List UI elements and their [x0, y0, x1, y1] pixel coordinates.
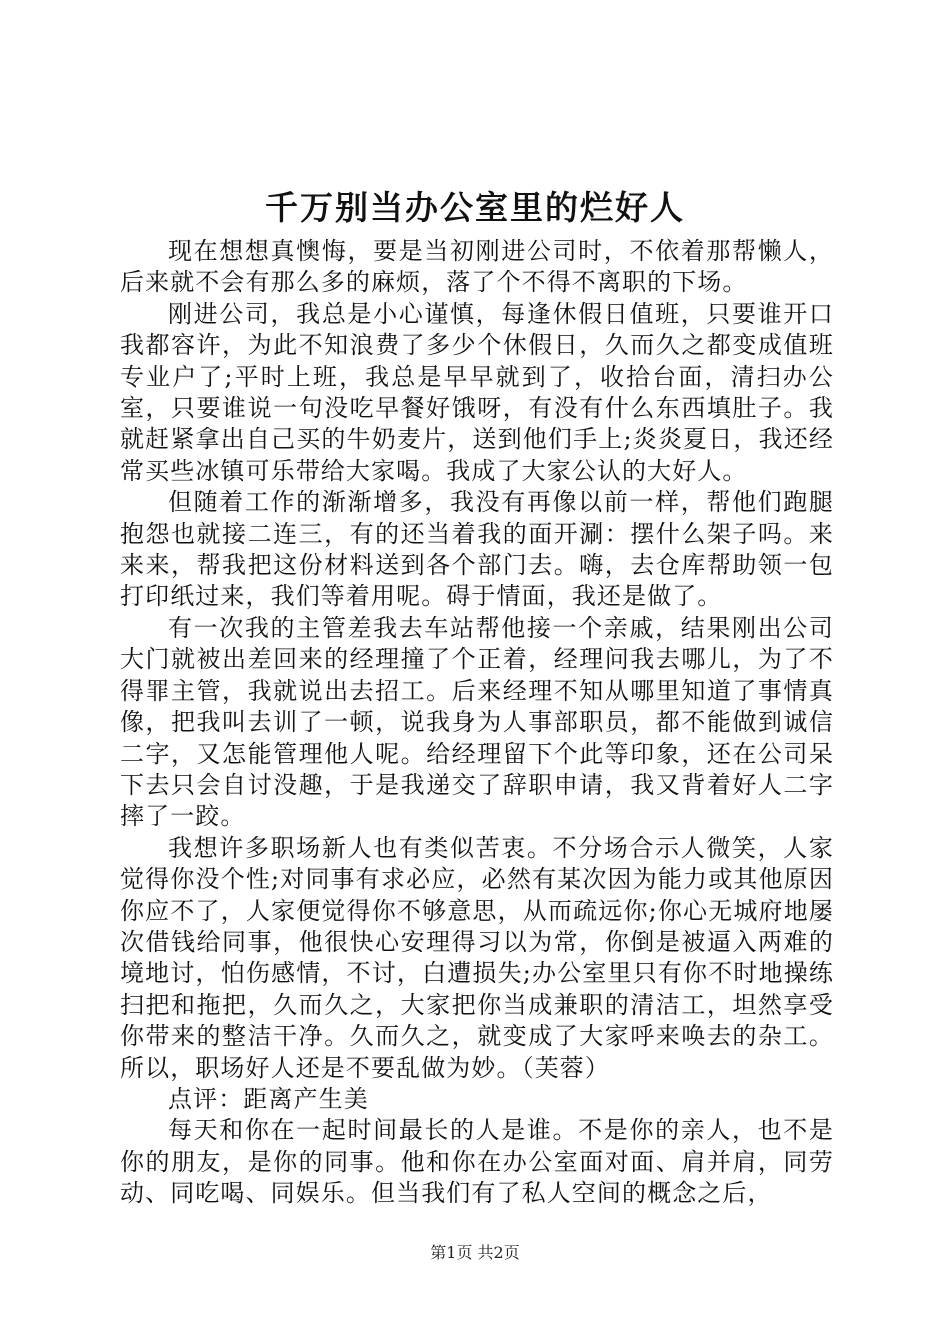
paragraph-complaints: 但随着工作的渐渐增多，我没有再像以前一样，帮他们跑腿抱怨也就接二连三，有的还当着我的面开涮：摆什么架子吗。来来来，帮我把这份材料送到各个部门去。嗨，去仓库帮助领一包打印纸过来，我们等着用呢。碍于情面，我还是做了。 [120, 488, 834, 611]
paragraph-good-person: 刚进公司，我总是小心谨慎，每逢休假日值班，只要谁开口我都容许，为此不知浪费了多少个休假日，久而久之都变成值班专业户了;平时上班，我总是早早就到了，收拾台面，清扫办公室，只要谁说一句没吃早餐好饿呀，有没有什么东西填肚子。我就赶紧拿出自己买的牛奶麦片，送到他们手上;炎炎夏日，我还经常买些冰镇可乐带给大家喝。我成了大家公认的大好人。 [120, 299, 834, 485]
paragraph-comment-heading: 点评：距离产生美 [168, 1084, 369, 1113]
paragraph-workplace-advice: 我想许多职场新人也有类似苦衷。不分场合示人微笑，人家觉得你没个性;对同事有求必应，必然有某次因为能力或其他原因你应不了，人家便觉得你不够意思，从而疏远你;你心无城府地屡次借钱给同事，他很快心安理得习以为常，你倒是被逼入两难的境地讨，怕伤感情，不讨，白遭损失;办公室里只有你不时地操练扫把和拖把，久而久之，大家把你当成兼职的清洁工，坦然享受你带来的整洁干净。久而久之，就变成了大家呼来唤去的杂工。所以，职场好人还是不要乱做为妙。（芙蓉） [120, 833, 834, 1082]
paragraph-comment-body: 每天和你在一起时间最长的人是谁。不是你的亲人，也不是你的朋友，是你的同事。他和你在办公室面对面、肩并肩，同劳动、同吃喝、同娱乐。但当我们有了私人空间的概念之后， [120, 1116, 834, 1208]
page-indicator: 第1页 共2页 [430, 1243, 520, 1262]
document-title: 千万别当办公室里的烂好人 [265, 188, 685, 227]
document-body [120, 236, 834, 1210]
paragraph-resignation: 有一次我的主管差我去车站帮他接一个亲戚，结果刚出公司大门就被出差回来的经理撞了个正着，经理问我去哪儿，为了不得罪主管，我就说出去招工。后来经理不知从哪里知道了事情真像，把我叫去训了一顿，说我身为人事部职员，都不能做到诚信二字，又怎能管理他人呢。给经理留下个此等印象，还在公司呆下去只会自讨没趣，于是我递交了辞职申请，我又背着好人二字摔了一跤。 [120, 613, 834, 831]
paragraph-regret: 现在想想真懊悔，要是当初刚进公司时，不依着那帮懒人，后来就不会有那么多的麻烦，落了个不得不离职的下场。 [120, 237, 834, 297]
